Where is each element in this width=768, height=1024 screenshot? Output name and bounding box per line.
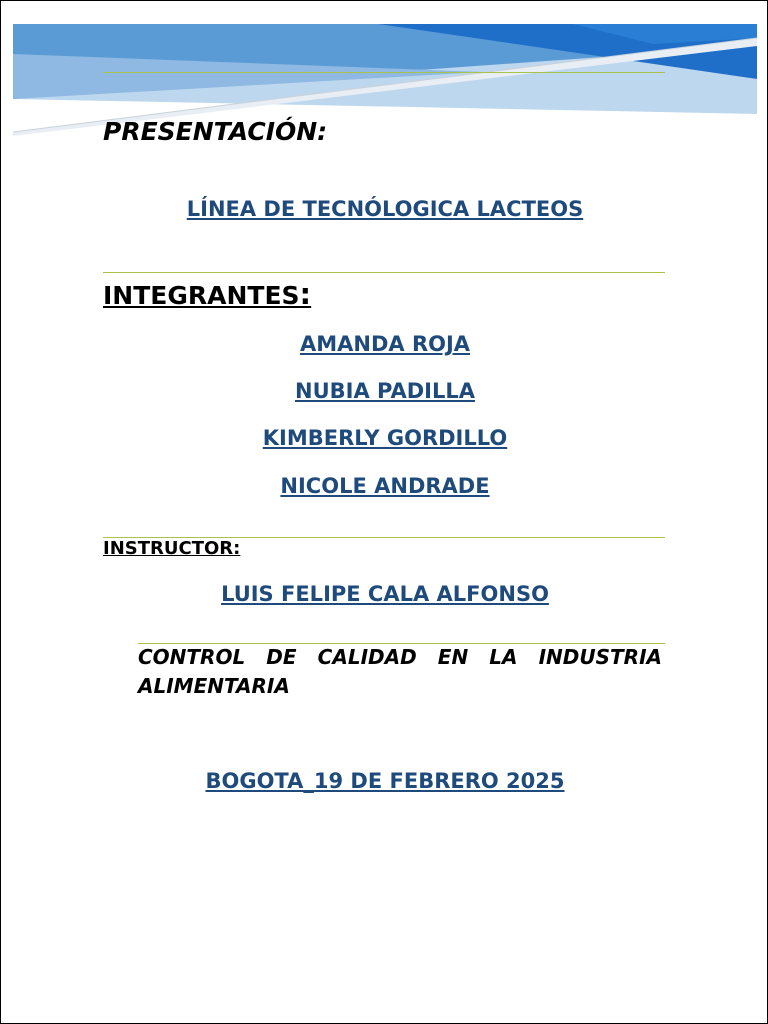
member-name: NICOLE ANDRADE	[280, 474, 490, 498]
presentation-heading: PRESENTACIÓN:	[103, 117, 328, 146]
instructor-name: LUIS FELIPE CALA ALFONSO	[221, 582, 549, 606]
course-title: CONTROL DE CALIDAD EN LA INDUSTRIA ALIMENTARIA	[138, 645, 662, 698]
top-rule	[103, 72, 665, 73]
place-date: BOGOTA_19 DE FEBRERO 2025	[205, 769, 565, 793]
instructor-heading: INSTRUCTOR:	[103, 538, 241, 559]
member-name: AMANDA ROJA	[299, 332, 471, 356]
member-name: NUBIA PADILLA	[295, 379, 475, 403]
rule-members	[103, 272, 665, 273]
members-heading: INTEGRANTES:	[103, 277, 312, 311]
member-name: KIMBERLY GORDILLO	[262, 426, 508, 450]
subject-line: LÍNEA DE TECNÓLOGICA LACTEOS	[186, 197, 584, 221]
